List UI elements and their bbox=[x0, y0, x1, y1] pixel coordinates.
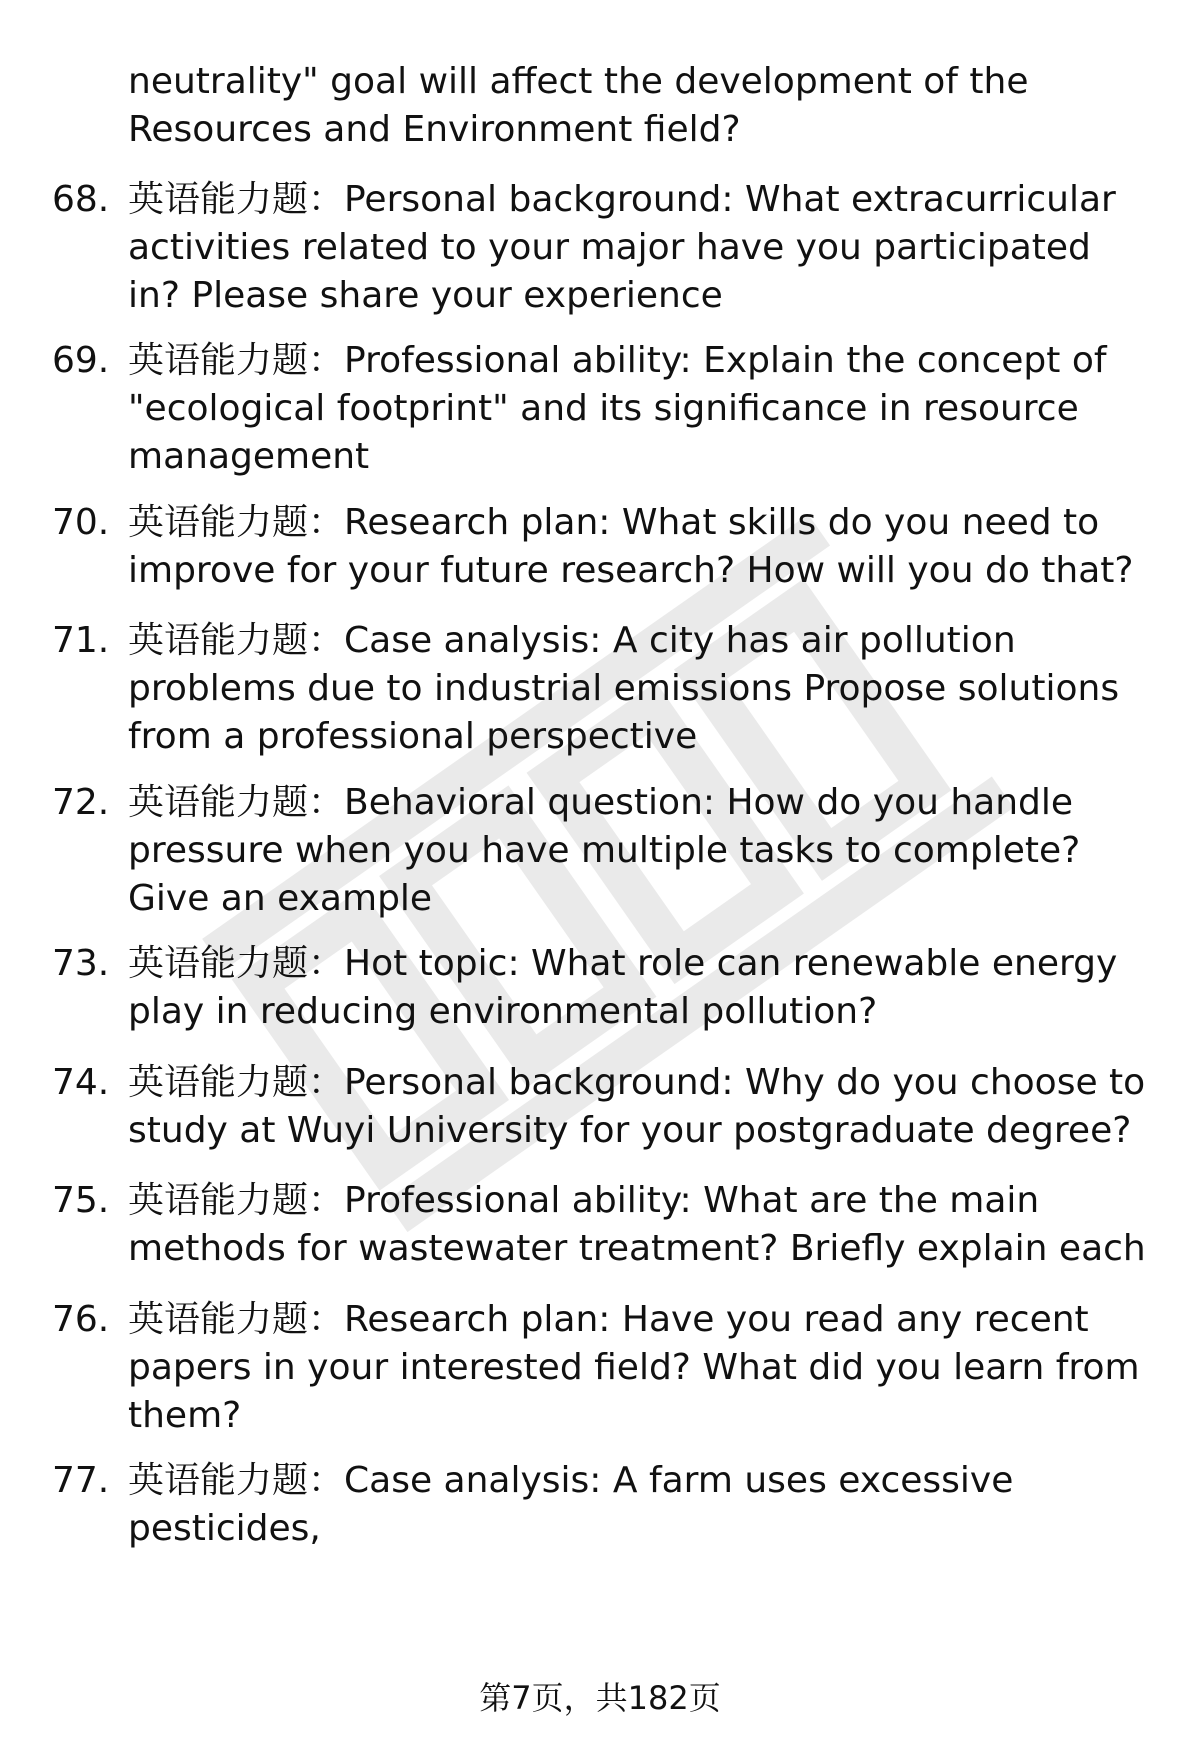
question-text: 英语能力题：Hot topic: What role can renewable energy play in reducing environmental pollution? bbox=[128, 943, 1118, 1032]
question-number: 70. bbox=[52, 502, 110, 543]
continued-question-text: neutrality" goal will affect the development of the Resources and Environment field? bbox=[128, 61, 1029, 150]
question-number: 77. bbox=[52, 1460, 110, 1501]
question-number: 76. bbox=[52, 1299, 110, 1340]
question-text: 英语能力题：Personal background: What extracurricular activities related to your major have you participated in? Please share your experience bbox=[128, 179, 1116, 316]
question-text: 英语能力题：Research plan: What skills do you need to improve for your future research? How will you do that? bbox=[128, 502, 1134, 591]
question-number: 75. bbox=[52, 1180, 110, 1221]
question-number: 73. bbox=[52, 943, 110, 984]
question-number: 74. bbox=[52, 1062, 110, 1103]
page-number-footer: 第7页，共182页 bbox=[479, 1679, 721, 1717]
question-text: 英语能力题：Professional ability: Explain the concept of "ecological footprint" and its significance in resource management bbox=[128, 340, 1107, 477]
question-text: 英语能力题：Research plan: Have you read any recent papers in your interested field? What did you learn from them? bbox=[128, 1299, 1140, 1436]
question-text: 英语能力题：Professional ability: What are the main methods for wastewater treatment? Briefly explain each bbox=[128, 1180, 1146, 1269]
question-number: 69. bbox=[52, 340, 110, 381]
question-text: 英语能力题：Case analysis: A city has air pollution problems due to industrial emissions Propose solutions from a professional perspective bbox=[128, 620, 1120, 757]
question-text: 英语能力题：Behavioral question: How do you handle pressure when you have multiple tasks to complete? Give an example bbox=[128, 782, 1081, 919]
question-number: 72. bbox=[52, 782, 110, 823]
question-text: 英语能力题：Case analysis: A farm uses excessive pesticides, bbox=[128, 1460, 1014, 1549]
question-number: 71. bbox=[52, 620, 110, 661]
question-text: 英语能力题：Personal background: Why do you choose to study at Wuyi University for your postgraduate degree? bbox=[128, 1062, 1146, 1151]
question-number: 68. bbox=[52, 179, 110, 220]
